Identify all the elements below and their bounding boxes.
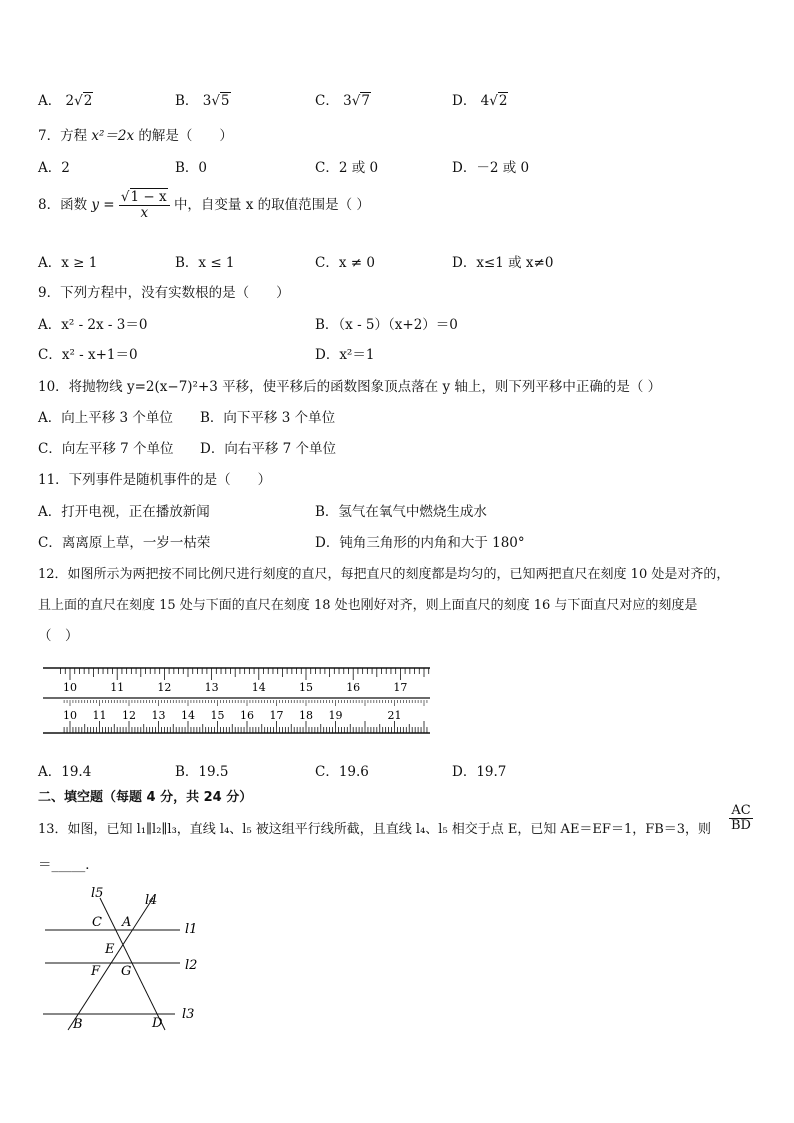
q9-option-c: C．x² - x+1＝0 <box>38 347 138 363</box>
ruler-top-label: 14 <box>251 681 266 694</box>
sqrt-symbol: √ <box>489 93 498 109</box>
q10-option-a: A．向上平移 3 个单位 <box>38 410 173 426</box>
q9-option-a: A．x² - 2x - 3＝0 <box>38 317 148 333</box>
ruler-top-label: 12 <box>157 681 172 694</box>
rulers-figure <box>40 662 435 740</box>
sqrt-symbol: √ <box>351 93 361 109</box>
q9-option-b: B．（x - 5）（x+2）＝0 <box>315 317 458 333</box>
ruler-top <box>43 668 430 698</box>
ruler-top-label: 11 <box>110 681 125 694</box>
q8-option-c: C．x ≠ 0 <box>315 255 375 271</box>
label-a: A <box>122 915 132 930</box>
q7-option-c: C．2 或 0 <box>315 160 379 176</box>
q11-option-a: A．打开电视，正在播放新闻 <box>38 504 210 520</box>
q13-stem: 13．如图，已知 l₁∥l₂∥l₃，直线 l₄、l₅ 被这组平行线所截，且直线 l₄、l₅ 相交于点 E，已知 AE＝EF＝1，FB＝3，则 <box>38 822 712 837</box>
q7-option-b: B．0 <box>175 160 208 176</box>
ruler-bottom-label: 10 <box>63 709 77 722</box>
q12-option-a: A．19.4 <box>38 764 92 780</box>
label-c: C <box>92 915 102 930</box>
q12-stem-line2: 且上面的直尺在刻度 15 处与下面的直尺在刻度 18 处也刚好对齐，则上面直尺的刻度 16 与下面直尺对应的刻度是 <box>38 598 698 613</box>
q6-option-d: D． 4√2 <box>452 93 508 109</box>
q7-option-a: A．2 <box>38 160 70 176</box>
q13-answer-blank: ＝_____． <box>38 857 99 873</box>
label-l1: l1 <box>185 922 198 937</box>
ruler-bottom-label: 13 <box>151 709 166 722</box>
q12-option-c: C．19.6 <box>315 764 369 780</box>
q12-stem-line1: 12．如图所示为两把按不同比例尺进行刻度的直尺，每把直尺的刻度都是均匀的，已知两把直尺在刻度 10 处是对齐的， <box>38 567 730 582</box>
q8-option-d: D．x≤1 或 x≠0 <box>452 255 554 271</box>
ruler-bottom-label: 15 <box>210 709 225 722</box>
label-e: E <box>105 942 115 957</box>
ruler-top-label: 17 <box>393 681 408 694</box>
q6-option-c: C． 3√7 <box>315 93 370 109</box>
label-l4: l4 <box>145 893 158 908</box>
q10-option-b: B．向下平移 3 个单位 <box>200 410 336 426</box>
ruler-bottom-label: 14 <box>181 709 195 722</box>
ruler-bottom-label: 12 <box>122 709 136 722</box>
q7-stem: 7．方程 x²＝2x 的解是（ ） <box>38 128 233 144</box>
section-heading: 二、填空题（每题 4 分，共 24 分） <box>38 790 253 805</box>
ruler-top-label: 15 <box>299 681 313 694</box>
ruler-top-label: 10 <box>63 681 77 694</box>
line-l4 <box>68 898 153 1030</box>
q9-option-d: D．x²＝1 <box>315 347 375 363</box>
ruler-bottom-label: 17 <box>269 709 284 722</box>
q8-fraction: $\frac{√1 - x}{x}$ <box>119 190 170 221</box>
sqrt-symbol: √ <box>211 93 220 109</box>
label-g: G <box>121 964 132 979</box>
label-l5: l5 <box>91 886 104 901</box>
ruler-bottom-label: 19 <box>328 709 343 722</box>
line-l5 <box>100 898 165 1030</box>
q8-stem: 8．函数 y = $\frac{√1 - x}{x}$ 中，自变量 x 的取值范围是（ ） <box>38 189 370 221</box>
q6-option-b: B． 3√5 <box>175 93 230 109</box>
label-b: B <box>73 1017 83 1032</box>
label-l2: l2 <box>185 958 198 973</box>
q6-option-a: A． 2√2 <box>38 93 93 109</box>
q8-option-a: A．x ≥ 1 <box>38 255 98 271</box>
q11-option-c: C．离离原上草，一岁一枯荣 <box>38 535 211 551</box>
q7-option-d: D．－2 或 0 <box>452 160 530 176</box>
sqrt-symbol: √ <box>74 93 83 109</box>
label-d: D <box>152 1016 163 1031</box>
ruler-top-label: 16 <box>346 681 361 694</box>
ruler-bottom-label: 21 <box>387 709 402 722</box>
q11-stem: 11．下列事件是随机事件的是（ ） <box>38 472 272 488</box>
ruler-top-label: 13 <box>204 681 219 694</box>
q12-stem-line3: （ ） <box>38 628 79 644</box>
q10-option-d: D．向右平移 7 个单位 <box>200 441 336 457</box>
q11-option-b: B．氢气在氧气中燃烧生成水 <box>315 504 487 520</box>
label-f: F <box>91 964 101 979</box>
parallel-lines-figure <box>35 880 210 1035</box>
label-l3: l3 <box>182 1007 195 1022</box>
ruler-bottom-label: 11 <box>92 709 107 722</box>
q12-option-b: B．19.5 <box>175 764 229 780</box>
q9-stem: 9．下列方程中，没有实数根的是（ ） <box>38 285 290 301</box>
ruler-bottom-label: 18 <box>299 709 313 722</box>
q8-option-b: B．x ≤ 1 <box>175 255 235 271</box>
q10-stem: 10．将抛物线 y=2(x−7)²+3 平移，使平移后的函数图象顶点落在 y 轴上，则下列平移中正确的是（ ） <box>38 379 662 395</box>
q12-option-d: D．19.7 <box>452 764 507 780</box>
q11-option-d: D．钝角三角形的内角和大于 180° <box>315 535 525 551</box>
q10-option-c: C．向左平移 7 个单位 <box>38 441 174 457</box>
ruler-bottom-label: 16 <box>240 709 254 722</box>
q13-fraction: $\frac{AC}{BD}$ <box>731 803 751 834</box>
ruler-bottom <box>43 700 430 733</box>
